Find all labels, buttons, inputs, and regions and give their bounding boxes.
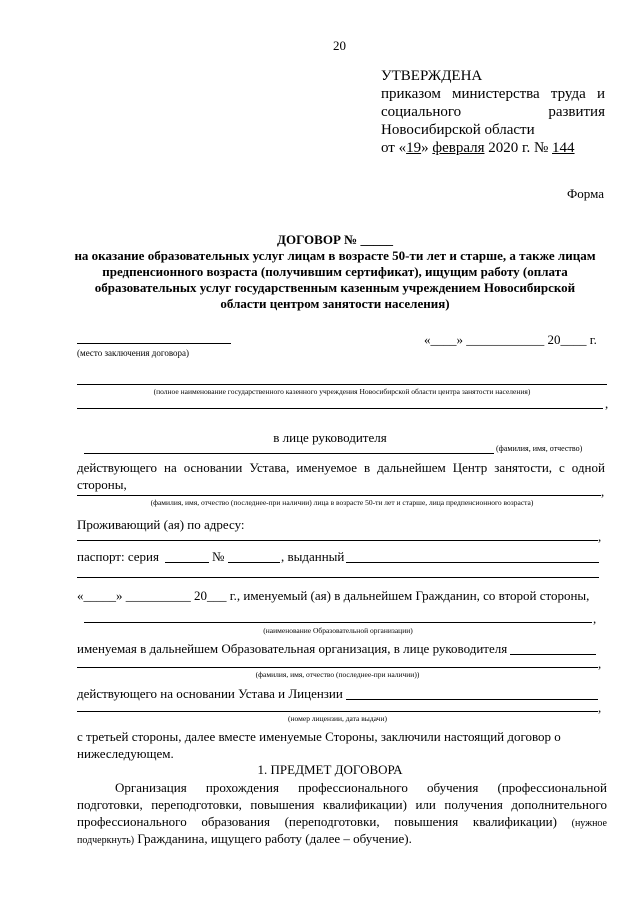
section-word: образования — [201, 814, 270, 829]
place-line — [77, 343, 231, 344]
section-word: (переподготовки, — [284, 814, 380, 829]
section-word: профессионального — [77, 814, 187, 829]
section-1-line-4 — [77, 831, 412, 847]
section-word: получения — [444, 797, 503, 812]
approval-number: 144 — [552, 140, 575, 156]
passport-no-label: № — [212, 549, 225, 564]
approval-word: развития — [548, 104, 605, 120]
section-1-line-2 — [77, 797, 607, 813]
center-name-caption: (полное наименование государственного казенного учреждения Новосибирской области центра занятости населения) — [153, 387, 531, 396]
page-number: 20 — [333, 38, 346, 53]
section-word: (профессиональной — [497, 780, 607, 795]
comma: , — [598, 656, 602, 671]
section-word: обучения — [427, 780, 479, 795]
section-word: или — [415, 797, 436, 812]
license-caption: (номер лицензии, дата выдачи) — [288, 714, 387, 723]
passport-issued-label: , выданный — [281, 549, 345, 564]
section-word: Организация — [115, 780, 187, 795]
org-head-line — [510, 654, 596, 655]
license-line — [346, 699, 598, 700]
license-line-2 — [77, 711, 598, 712]
approval-title: УТВЕРЖДЕНА — [381, 68, 483, 84]
form-label: Форма — [567, 186, 604, 201]
comma: , — [601, 484, 605, 499]
section-word: переподготовки, — [151, 797, 242, 812]
citizen-fio-caption: (фамилия, имя, отчество (последнее-при наличии) лица в возрасте 50-ти лет и старше, лица предпенсионного возраста) — [150, 498, 534, 507]
acting-word: занятости, — [494, 460, 553, 475]
contract-title-line: области центром занятости населения) — [220, 296, 450, 311]
section-text: Гражданина, ищущего работу (далее – обучение). — [134, 831, 412, 846]
section-word: прохождения — [205, 780, 279, 795]
comma: , — [605, 396, 609, 411]
acting-word: одной — [571, 460, 605, 475]
contract-title-line: образовательных услуг государственным казенным учреждением Новосибирской — [94, 280, 576, 295]
org-name-caption: (наименование Образовательной организации) — [263, 626, 413, 635]
in-person-of: в лице руководителя — [273, 430, 387, 445]
section-1-title: 1. ПРЕДМЕТ ДОГОВОРА — [257, 762, 403, 777]
section-word: подготовки, — [77, 797, 143, 812]
section-1-line-3 — [77, 814, 607, 830]
org-fio-line — [77, 667, 598, 668]
comma: , — [593, 611, 597, 626]
approval-word: министерства — [452, 86, 540, 102]
comma: , — [598, 529, 602, 544]
acting-word: Центр — [452, 460, 488, 475]
approval-line-3: Новосибирской области — [381, 122, 535, 138]
approval-day-close: » — [421, 140, 429, 156]
approval-date-prefix: от « — [381, 140, 407, 156]
approval-year: 2020 г. № — [484, 140, 553, 156]
section-note: подчеркнуть) — [77, 835, 135, 846]
contract-title-line: предпенсионного возраста (получившим сертификат), ищущим работу (оплата — [102, 264, 568, 279]
acting-word: на — [163, 460, 177, 475]
passport-label: паспорт: серия — [77, 549, 159, 564]
approval-date-line — [381, 140, 575, 157]
center-name-line-2 — [77, 408, 603, 409]
section-word: повышения — [250, 797, 315, 812]
third-party-line-1: с третьей стороны, далее вместе именуемые Стороны, заключили настоящий договор о — [77, 729, 561, 744]
section-word: профессионального — [298, 780, 408, 795]
approval-month: февраля — [432, 140, 485, 156]
passport-issued-line — [346, 562, 599, 563]
approval-line-2 — [381, 104, 605, 121]
approval-word: приказом — [381, 86, 441, 102]
acting-word: действующего — [77, 460, 157, 475]
contract-date: «____» ____________ 20____ г. — [424, 332, 597, 347]
section-word: квалификации) — [472, 814, 557, 829]
org-line: именуемая в дальнейшем Образовательная организация, в лице руководителя — [77, 641, 508, 656]
approval-line-1 — [381, 86, 605, 103]
contract-title — [60, 232, 610, 312]
approval-word: труда — [550, 86, 586, 102]
passport-issued-line-2 — [77, 577, 599, 578]
section-word: дополнительного — [511, 797, 607, 812]
acting-word: с — [559, 460, 565, 475]
acting-line-1 — [77, 460, 605, 476]
acting-word: дальнейшем — [377, 460, 446, 475]
contract-title-line: ДОГОВОР № _____ — [277, 232, 393, 247]
acting-line-2: стороны, — [77, 477, 127, 492]
comma: , — [598, 700, 602, 715]
third-party-line-2: нижеследующем. — [77, 746, 174, 761]
acting-license: действующего на основании Устава и Лицензии — [77, 686, 343, 701]
acting-word: основании — [183, 460, 243, 475]
section-word: повышения — [394, 814, 459, 829]
acting-word: в — [364, 460, 371, 475]
acting-word: Устава, — [249, 460, 290, 475]
approval-day: 19 — [406, 140, 422, 156]
section-1-line-1 — [115, 780, 607, 796]
head-fio-line — [84, 453, 494, 454]
address-line — [77, 540, 598, 541]
acting-word: именуемое — [296, 460, 358, 475]
passport-series-line — [165, 562, 209, 563]
place-caption: (место заключения договора) — [77, 348, 190, 358]
passport-number-line — [228, 562, 280, 563]
approval-word: и — [596, 86, 605, 102]
residing-label: Проживающий (ая) по адресу: — [77, 517, 245, 532]
head-fio-caption: (фамилия, имя, отчество) — [496, 444, 583, 453]
approval-word: социального — [381, 104, 462, 120]
section-word: квалификации) — [322, 797, 407, 812]
issue-date-line: «_____» __________ 20___ г., именуемый (ая) в дальнейшем Гражданин, со второй стороны, — [77, 588, 590, 603]
org-fio-caption: (фамилия, имя, отчество (последнее-при наличии)) — [255, 670, 420, 679]
section-note: (нужное — [571, 818, 607, 829]
citizen-fio-line — [77, 495, 601, 496]
center-name-line — [77, 384, 607, 385]
contract-title-line: на оказание образовательных услуг лицам в возрасте 50-ти лет и старше, а также лицам — [74, 248, 596, 263]
org-name-line — [84, 622, 592, 623]
